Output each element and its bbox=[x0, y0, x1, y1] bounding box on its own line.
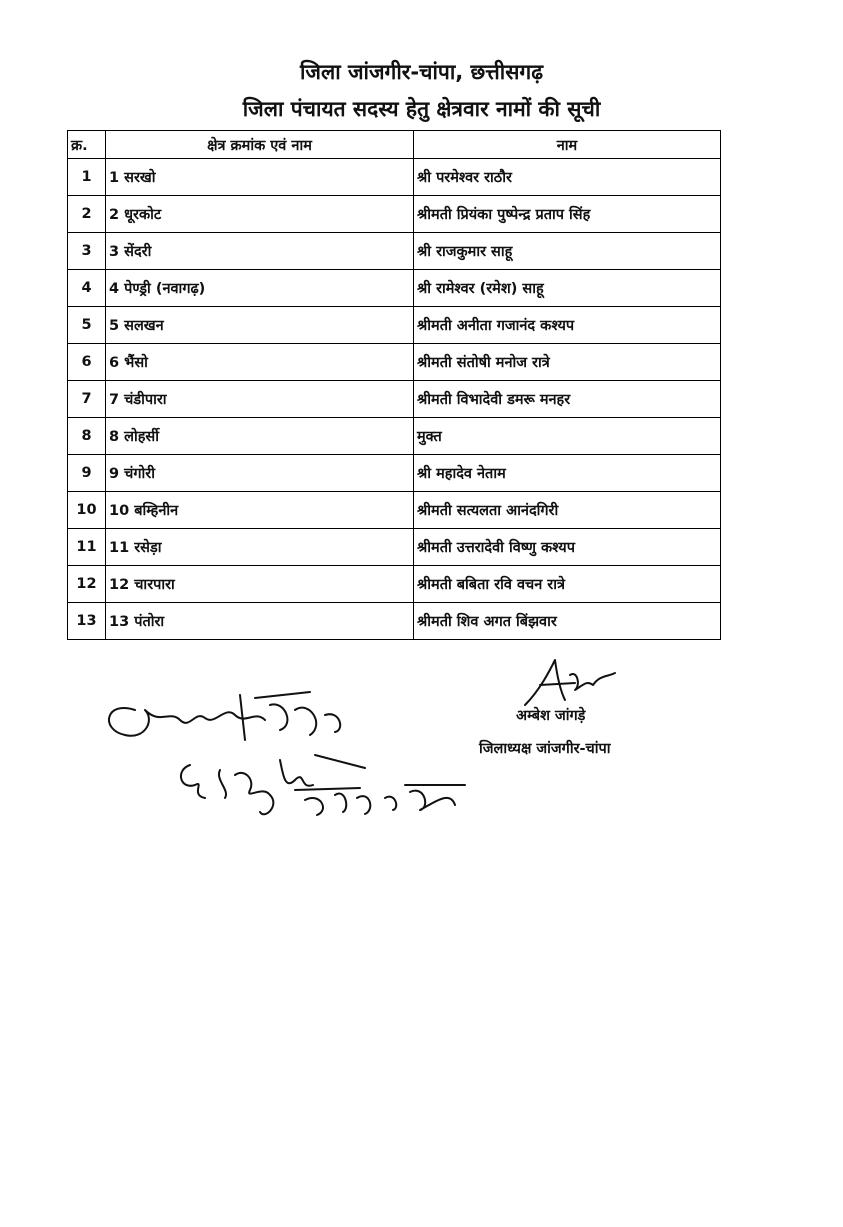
table-row bbox=[68, 529, 721, 566]
table-row bbox=[68, 233, 721, 270]
table-row bbox=[68, 566, 721, 603]
area-cell: 11 रसेड़ा bbox=[106, 529, 414, 566]
table-row bbox=[68, 344, 721, 381]
serial-cell: 4 bbox=[68, 270, 106, 307]
area-cell: 7 चंडीपारा bbox=[106, 381, 414, 418]
area-cell: 4 पेण्ड्री (नवागढ़) bbox=[106, 270, 414, 307]
serial-cell: 7 bbox=[68, 381, 106, 418]
table-row bbox=[68, 492, 721, 529]
member-name-cell: श्रीमती बबिता रवि वचन रात्रे bbox=[414, 566, 721, 603]
serial-cell: 13 bbox=[68, 603, 106, 640]
area-cell: 5 सलखन bbox=[106, 307, 414, 344]
serial-cell: 10 bbox=[68, 492, 106, 529]
member-name-cell: मुक्त bbox=[414, 418, 721, 455]
members-table bbox=[67, 130, 721, 640]
serial-cell: 5 bbox=[68, 307, 106, 344]
table-row bbox=[68, 307, 721, 344]
table-header-row bbox=[68, 131, 721, 159]
area-cell: 9 चंगोरी bbox=[106, 455, 414, 492]
table-row bbox=[68, 418, 721, 455]
member-name-cell: श्री महादेव नेताम bbox=[414, 455, 721, 492]
page-subtitle: जिला पंचायत सदस्य हेतु क्षेत्रवार नामों की सूची bbox=[242, 97, 601, 121]
signatory-designation: जिलाध्यक्ष जांजगीर-चांपा bbox=[479, 741, 611, 757]
table-row bbox=[68, 603, 721, 640]
serial-cell: 9 bbox=[68, 455, 106, 492]
serial-cell: 1 bbox=[68, 159, 106, 196]
area-cell: 6 भैंसो bbox=[106, 344, 414, 381]
table-row bbox=[68, 159, 721, 196]
table-row bbox=[68, 381, 721, 418]
column-header-area: क्षेत्र क्रमांक एवं नाम bbox=[106, 131, 414, 159]
member-name-cell: श्री परमेश्वर राठौर bbox=[414, 159, 721, 196]
area-cell: 13 पंतोरा bbox=[106, 603, 414, 640]
area-cell: 10 बम्हिनीन bbox=[106, 492, 414, 529]
serial-cell: 2 bbox=[68, 196, 106, 233]
member-name-cell: श्री रामेश्वर (रमेश) साहू bbox=[414, 270, 721, 307]
table-row bbox=[68, 455, 721, 492]
area-cell: 1 सरखो bbox=[106, 159, 414, 196]
member-name-cell: श्रीमती सत्यलता आनंदगिरी bbox=[414, 492, 721, 529]
serial-cell: 12 bbox=[68, 566, 106, 603]
member-name-cell: श्रीमती अनीता गजानंद कश्यप bbox=[414, 307, 721, 344]
table-row bbox=[68, 196, 721, 233]
serial-cell: 3 bbox=[68, 233, 106, 270]
handwritten-signatures bbox=[95, 680, 495, 830]
serial-cell: 6 bbox=[68, 344, 106, 381]
page-title: जिला जांजगीर-चांपा, छत्तीसगढ़ bbox=[299, 60, 544, 84]
area-cell: 3 सेंदरी bbox=[106, 233, 414, 270]
serial-cell: 8 bbox=[68, 418, 106, 455]
column-header-serial: क्र. bbox=[68, 131, 106, 159]
member-name-cell: श्रीमती संतोषी मनोज रात्रे bbox=[414, 344, 721, 381]
member-name-cell: श्रीमती शिव अगत बिंझवार bbox=[414, 603, 721, 640]
area-cell: 2 धूरकोट bbox=[106, 196, 414, 233]
signatory-name: अम्बेश जांगड़े bbox=[516, 708, 586, 724]
member-name-cell: श्रीमती प्रियंका पुष्पेन्द्र प्रताप सिंह bbox=[414, 196, 721, 233]
area-cell: 8 लोहर्सी bbox=[106, 418, 414, 455]
member-name-cell: श्री राजकुमार साहू bbox=[414, 233, 721, 270]
table-row bbox=[68, 270, 721, 307]
member-name-cell: श्रीमती विभादेवी डमरू मनहर bbox=[414, 381, 721, 418]
serial-cell: 11 bbox=[68, 529, 106, 566]
column-header-name: नाम bbox=[414, 131, 721, 159]
member-name-cell: श्रीमती उत्तरादेवी विष्णु कश्यप bbox=[414, 529, 721, 566]
area-cell: 12 चारपारा bbox=[106, 566, 414, 603]
